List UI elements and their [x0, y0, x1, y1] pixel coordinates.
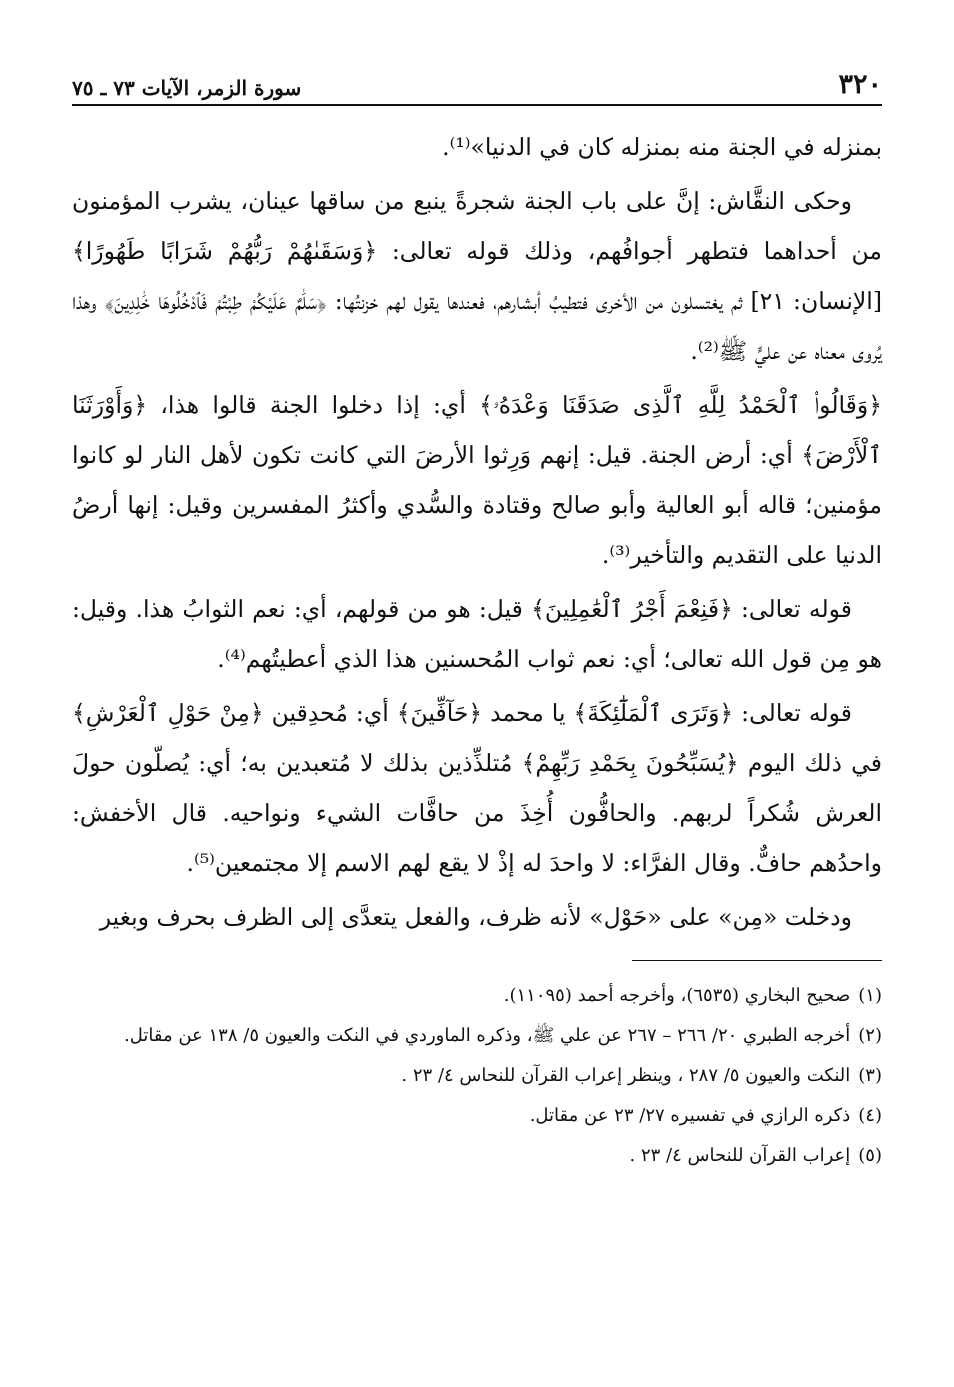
paragraph: بمنزله في الجنة منه بمنزله كان في الدنيا»⁽¹⁾. — [442, 133, 882, 161]
paragraph: قوله تعالى: ﴿فَنِعْمَ أَجْرُ ٱلْعَٰمِلِينَ﴾ قيل: هو من قولهم، أي: نعم الثوابُ هذا. وقيل: هو مِن قول الله تعالى؛ أي: نعم ثواب المُحسنين هذا الذي أعطيتُهم⁽⁴⁾. — [72, 595, 882, 673]
footnote — [72, 1139, 882, 1173]
footnote-text: إعراب القرآن للنحاس ٤/ ٢٣ . — [629, 1145, 851, 1166]
footnote-text: النكت والعيون ٥/ ٢٨٧ ، وينظر إعراب القرآن للنحاس ٤/ ٢٣ . — [401, 1065, 851, 1086]
footnote-number: (٤) — [858, 1105, 882, 1126]
footnote-text: صحيح البخاري (٦٥٣٥)، وأخرجه أحمد (١١٠٩٥). — [503, 985, 851, 1006]
footnote-divider — [632, 960, 882, 961]
footnote-text: أخرجه الطبري ٢٠/ ٢٦٦ – ٢٦٧ عن علي ﷺ، وذكره الماوردي في النكت والعيون ٥/ ١٣٨ عن مقاتل. — [124, 1025, 851, 1046]
footnote-number: (٢) — [858, 1025, 882, 1046]
footnote — [72, 1019, 882, 1053]
footnote — [72, 1059, 882, 1093]
paragraph: ودخلت «مِن» على «حَوْل» لأنه ظرف، والفعل يتعدَّى إلى الظرف بحرف وبغير — [99, 903, 852, 931]
paragraph: قوله تعالى: ﴿وَتَرَى ٱلْمَلَٰٓئِكَةَ﴾ يا محمد ﴿حَآفِّينَ﴾ أي: مُحدِقين ﴿مِنْ حَوْلِ ٱلْعَرْشِ﴾ في ذلك اليوم ﴿يُسَبِّحُونَ بِحَمْدِ رَبِّهِمْ﴾ مُتلذِّذين بذلك لا مُتعبدين به؛ أي: يُصلّون حولَ العرش شُكراً لربهم. والحافُّون أُخِذَ من حافَّات الشيء ونواحيه. قال الأخفش: واحدُهم حافٌّ. وقال الفرَّاء: لا واحدَ له إذْ لا يقع لهم الاسم إلا مجتمعين⁽⁵⁾. — [72, 699, 882, 877]
footnote — [72, 1099, 882, 1133]
footnote-number: (٣) — [858, 1065, 882, 1086]
footnotes — [72, 979, 882, 1173]
footnote-text: ذكره الرازي في تفسيره ٢٧/ ٢٣ عن مقاتل. — [529, 1105, 851, 1126]
paragraph: ﴿وَقَالُوا۟ ٱلْحَمْدُ لِلَّهِ ٱلَّذِى صَدَقَنَا وَعْدَهُۥ﴾ أي: إذا دخلوا الجنة قالوا هذا، ﴿وَأَوْرَثَنَا ٱلْأَرْضَ﴾ أي: أرض الجنة. قيل: إنهم وَرِثوا الأرضَ التي كانت تكون لأهل النار لو كانوا مؤمنين؛ قاله أبو العالية وأبو صالح وقتادة والسُّدي وأكثرُ المفسرين وقيل: إنها أرضُ الدنيا على التقديم والتأخير⁽³⁾. — [72, 391, 882, 569]
footnote-number: (١) — [858, 985, 882, 1006]
main-text — [72, 122, 882, 942]
footnote-number: (٥) — [858, 1145, 882, 1166]
page-number: ٣٢٠ — [838, 69, 882, 100]
footnote — [72, 979, 882, 1013]
page-header — [72, 60, 882, 106]
paragraph: وحكى النقَّاش: إنَّ على باب الجنة شجرةً ينبع من ساقها عينان، يشرب المؤمنون من أحداهما فتطهر أجوافُهم، وذلك قوله تعالى: ﴿وَسَقَىٰهُمْ رَبُّهُمْ شَرَابًا طَهُورًا﴾ [الإنسان: ٢١] ثم يغتسلون من الأخرى فتطيبُ أبشارهم، فعندها يقول لهم خزنتُها: ﴿سَلَٰمٌ عَلَيْكُمْ طِبْتُمْ فَٱدْخُلُوهَا خَٰلِدِينَ﴾ وهذا يُروى معناه عن عليٍّ ﷺ⁽²⁾. — [72, 187, 882, 365]
running-title: سورة الزمر، الآيات ٧٣ ـ ٧٥ — [72, 76, 302, 100]
